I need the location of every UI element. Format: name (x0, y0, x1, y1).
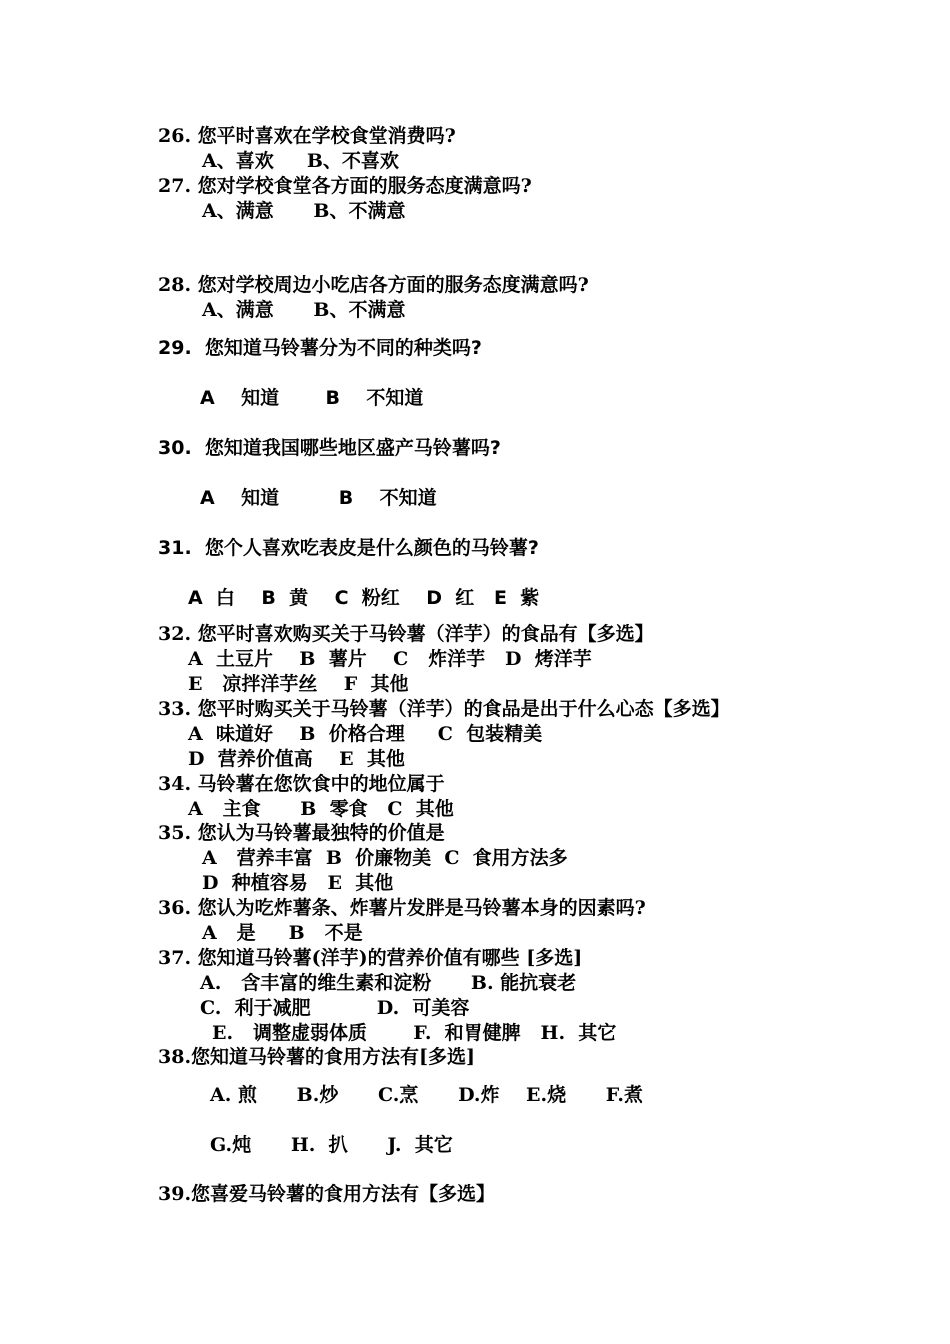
q36-options: A 是 B 不是 (202, 922, 363, 944)
q27-question: 27. 您对学校食堂各方面的服务态度满意吗? (158, 175, 532, 197)
q38-options-2: G.炖 H. 扒 J. 其它 (210, 1134, 453, 1156)
q39-question: 39.您喜爱马铃薯的食用方法有【多选】 (158, 1183, 496, 1205)
q35-options-2: D 种植容易 E 其他 (202, 872, 394, 894)
q34-question: 34. 马铃薯在您饮食中的地位属于 (158, 773, 445, 795)
q29-options: A 知道 B 不知道 (200, 387, 424, 409)
q37-options-1: A. 含丰富的维生素和淀粉 B. 能抗衰老 (200, 972, 577, 994)
q35-question: 35. 您认为马铃薯最独特的价值是 (158, 822, 445, 844)
q32-options-2: E 凉拌洋芋丝 F 其他 (188, 673, 409, 695)
q38-question: 38.您知道马铃薯的食用方法有[多选] (158, 1046, 476, 1068)
q37-question: 37. 您知道马铃薯(洋芋)的营养价值有哪些 [多选] (158, 947, 583, 969)
q27-options: A、满意 B、不满意 (202, 200, 406, 222)
q36-question: 36. 您认为吃炸薯条、炸薯片发胖是马铃薯本身的因素吗? (158, 897, 646, 919)
q28-options: A、满意 B、不满意 (202, 299, 406, 321)
q31-options: A 白 B 黄 C 粉红 D 红 E 紫 (188, 587, 540, 609)
q35-options-1: A 营养丰富 B 价廉物美 C 食用方法多 (202, 847, 568, 869)
q26-options: A、喜欢 B、不喜欢 (202, 150, 399, 172)
q34-options: A 主食 B 零食 C 其他 (188, 798, 454, 820)
q37-options-2: C. 利于减肥 D. 可美容 (200, 997, 470, 1019)
q32-question: 32. 您平时喜欢购买关于马铃薯（洋芋）的食品有【多选】 (158, 623, 654, 645)
q32-options-1: A 土豆片 B 薯片 C 炸洋芋 D 烤洋芋 (188, 648, 592, 670)
q28-question: 28. 您对学校周边小吃店各方面的服务态度满意吗? (158, 274, 589, 296)
q31-question: 31. 您个人喜欢吃表皮是什么颜色的马铃薯? (158, 537, 539, 559)
q26-question: 26. 您平时喜欢在学校食堂消费吗? (158, 125, 456, 147)
q33-options-2: D 营养价值高 E 其他 (188, 748, 405, 770)
q30-options: A 知道 B 不知道 (200, 487, 437, 509)
q33-options-1: A 味道好 B 价格合理 C 包装精美 (188, 723, 543, 745)
q38-options-1: A. 煎 B.炒 C.烹 D.炸 E.烧 F.煮 (210, 1084, 643, 1106)
q33-question: 33. 您平时购买关于马铃薯（洋芋）的食品是出于什么心态【多选】 (158, 698, 730, 720)
q29-question: 29. 您知道马铃薯分为不同的种类吗? (158, 337, 482, 359)
q37-options-3: E. 调整虚弱体质 F. 和胃健脾 H. 其它 (212, 1022, 617, 1044)
q30-question: 30. 您知道我国哪些地区盛产马铃薯吗? (158, 437, 501, 459)
